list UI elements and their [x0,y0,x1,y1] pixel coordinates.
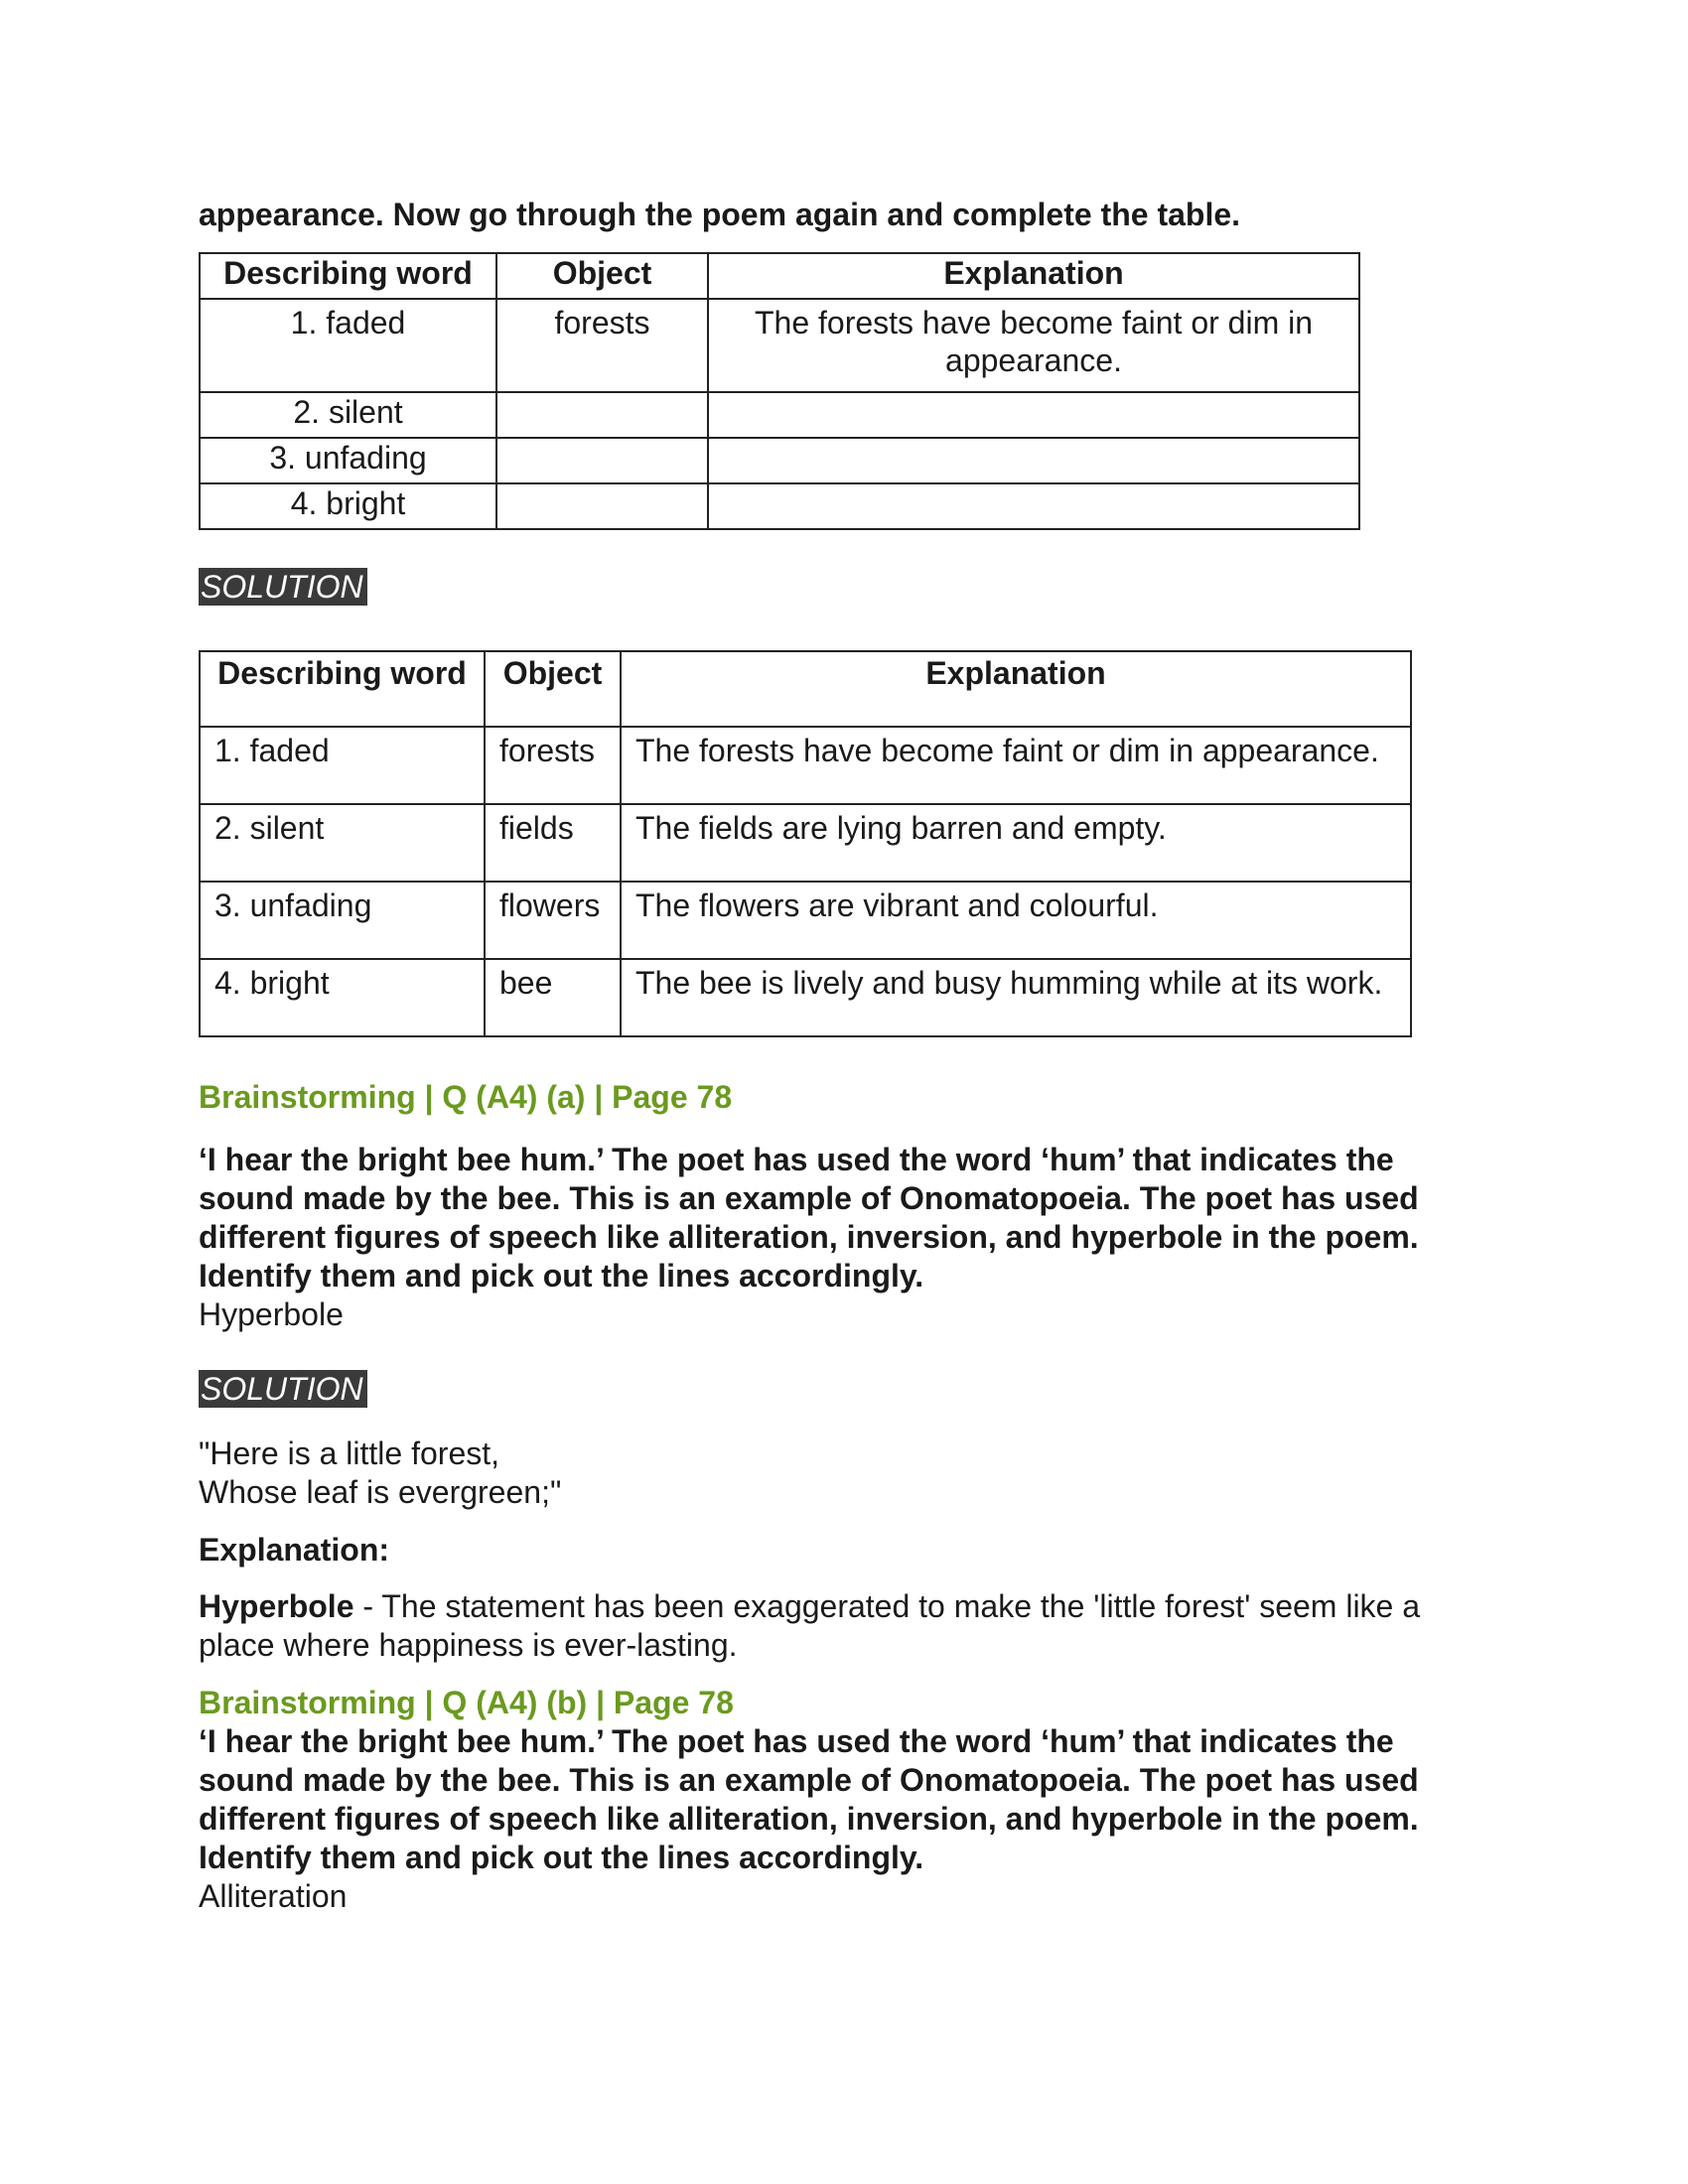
cell-object: forests [496,299,708,392]
cell-object: flowers [485,882,621,959]
header-explanation: Explanation [708,253,1359,299]
header-describing-word: Describing word [200,253,496,299]
cell-explanation: The fields are lying barren and empty. [621,804,1411,882]
cell-object [496,392,708,438]
cell-word: 2. silent [200,804,485,882]
table-row [200,483,1359,529]
cell-object: fields [485,804,621,882]
term-description: - The statement has been exaggerated to make the 'little forest' seem like a place where happiness is ever-lasting. [199,1588,1421,1663]
quote-line-1: "Here is a little forest, [199,1435,500,1471]
cell-object: bee [485,959,621,1036]
cell-word: 3. unfading [200,438,496,483]
cell-word: 1. faded [200,727,485,804]
table-header-row [200,253,1359,299]
quote-line-2: Whose leaf is evergreen;" [199,1474,562,1510]
table-row [200,804,1411,882]
cell-object [496,483,708,529]
solution-badge: SOLUTION [199,568,367,606]
cell-explanation [708,483,1359,529]
section-a-subpart: Hyperbole [199,1297,344,1332]
table-row [200,299,1359,392]
solution-badge-a: SOLUTION [199,1370,367,1408]
document-page [199,195,1489,1916]
cell-explanation: The flowers are vibrant and colourful. [621,882,1411,959]
solution-table [199,650,1412,1037]
section-a-heading: Brainstorming | Q (A4) (a) | Page 78 [199,1079,733,1115]
cell-explanation: The forests have become faint or dim in appearance. [621,727,1411,804]
intro-text: appearance. Now go through the poem again and complete the table. [199,197,1241,232]
table-header-row [200,651,1411,727]
cell-object: forests [485,727,621,804]
cell-explanation: The forests have become faint or dim in appearance. [708,299,1359,392]
section-a-question: ‘I hear the bright bee hum.’ The poet has used the word ‘hum’ that indicates the sound made by the bee. This is an example of Onomatopoeia. The poet has used different figures of speech like alliteration, inversion, and hyperbole in the poem. Identify them and pick out the lines accordingly. [199,1142,1419,1294]
table-row [200,438,1359,483]
cell-word: 3. unfading [200,882,485,959]
cell-explanation [708,392,1359,438]
section-b-subpart: Alliteration [199,1878,348,1914]
cell-object [496,438,708,483]
section-b-heading: Brainstorming | Q (A4) (b) | Page 78 [199,1685,734,1720]
term-hyperbole: Hyperbole [199,1588,354,1624]
explanation-text [199,1587,1489,1665]
section-b-question: ‘I hear the bright bee hum.’ The poet has used the word ‘hum’ that indicates the sound made by the bee. This is an example of Onomatopoeia. The poet has used different figures of speech like alliteration, inversion, and hyperbole in the poem. Identify them and pick out the lines accordingly. [199,1723,1419,1875]
table-row [200,392,1359,438]
header-object: Object [485,651,621,727]
cell-word: 4. bright [200,959,485,1036]
header-object: Object [496,253,708,299]
table-row [200,727,1411,804]
cell-word: 4. bright [200,483,496,529]
cell-explanation: The bee is lively and busy humming while at its work. [621,959,1411,1036]
cell-explanation [708,438,1359,483]
blank-table [199,252,1360,530]
header-describing-word: Describing word [200,651,485,727]
table-row [200,882,1411,959]
header-explanation: Explanation [621,651,1411,727]
cell-word: 1. faded [200,299,496,392]
table-row [200,959,1411,1036]
explanation-label: Explanation: [199,1532,390,1568]
cell-word: 2. silent [200,392,496,438]
